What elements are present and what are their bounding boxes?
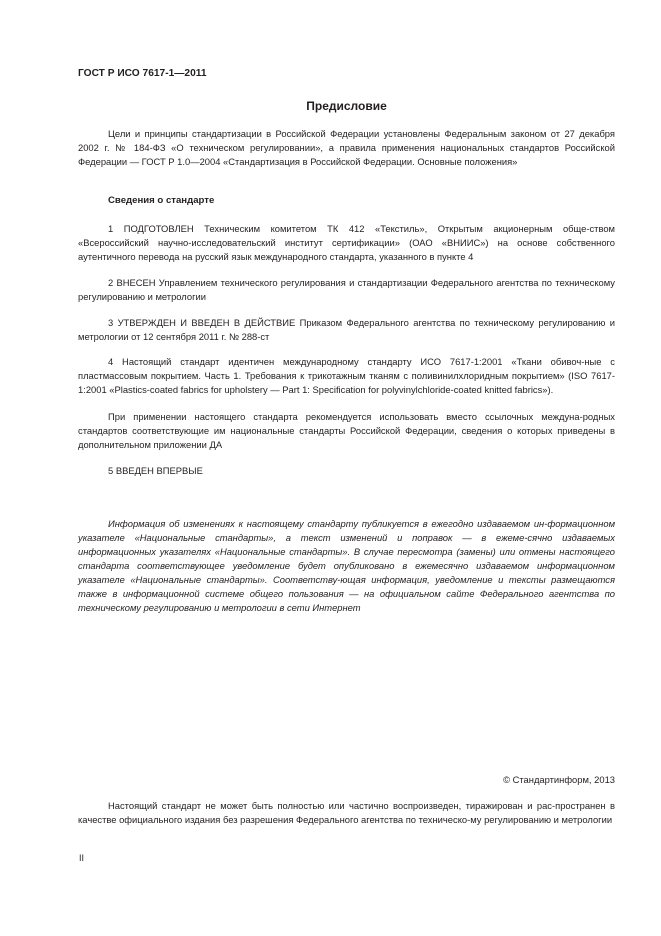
standard-info-heading: Сведения о стандарте — [108, 195, 215, 206]
item-2: 2 ВНЕСЕН Управлением технического регулирования и стандартизации Федерального агентства по техническому регулированию и метрологии — [78, 277, 615, 302]
item-4-note: При применении настоящего стандарта рекомендуется использовать вместо ссылочных междуна-родных стандартов соответствующие им национальные стандарты Российской Федерации, сведения о которых приведены в дополнительном приложении ДА — [78, 411, 615, 450]
changes-info-paragraph: Информация об изменениях к настоящему стандарту публикуется в ежегодно издаваемом ин-формационном указателе «Национальные стандарты», а текст изменений и поправок — в ежеме-сячно издаваемых информационных указателях «Национальные стандарты». В случае пересмотра (замены) или отмены настоящего стандарта соответствующее уведомление будет опубликовано в ежемесячно издаваемом информационном указателе «Национальные стандарты». Соответству-ющая информация, уведомление и тексты размещаются также в информационной системе общего пользования — на официальном сайте Федерального агентства по техническому регулированию и метрологии в сети Интернет — [78, 518, 615, 613]
page-title: Предисловие — [306, 99, 387, 113]
page-number: II — [79, 853, 85, 863]
item-4: 4 Настоящий стандарт идентичен международному стандарту ИСО 7617-1:2001 «Ткани обивоч-ные с пластмассовым покрытием. Часть 1. Требования к трикотажным тканям с поливинилхлоридным покрытием» (ISO 7617-1:2001 «Plastics-coated fabrics for upholstery — Part 1: Specification for polyvinylchloride-coated knitted fabrics»). — [78, 356, 615, 395]
document-header: ГОСТ Р ИСО 7617-1—2011 — [78, 68, 207, 79]
rights-paragraph: Настоящий стандарт не может быть полностью или частично воспроизведен, тиражирован и рас-пространен в качестве официального издания без разрешения Федерального агентства по техническо-му регулированию и метрологии — [78, 800, 615, 825]
intro-paragraph: Цели и принципы стандартизации в Российской Федерации установлены Федеральным законом от 27 декабря 2002 г. № 184-ФЗ «О техническом регулировании», а правила применения национальных стандартов Российской Федерации — ГОСТ Р 1.0—2004 «Стандартизация в Российской Федерации. Основные положения» — [78, 128, 615, 167]
item-1: 1 ПОДГОТОВЛЕН Техническим комитетом ТК 412 «Текстиль», Открытым акционерным обще-ством «Всероссийский научно-исследовательский институт сертификации» (ОАО «ВНИИС») на основе собственного аутентичного перевода на русский язык международного стандарта, указанного в пункте 4 — [78, 223, 615, 262]
item-5: 5 ВВЕДЕН ВПЕРВЫЕ — [108, 465, 203, 476]
copyright-line: © Стандартинформ, 2013 — [503, 774, 615, 785]
item-3: 3 УТВЕРЖДЕН И ВВЕДЕН В ДЕЙСТВИЕ Приказом Федерального агентства по техническому регулированию и метрологии от 12 сентября 2011 г. № 288-ст — [78, 317, 615, 342]
